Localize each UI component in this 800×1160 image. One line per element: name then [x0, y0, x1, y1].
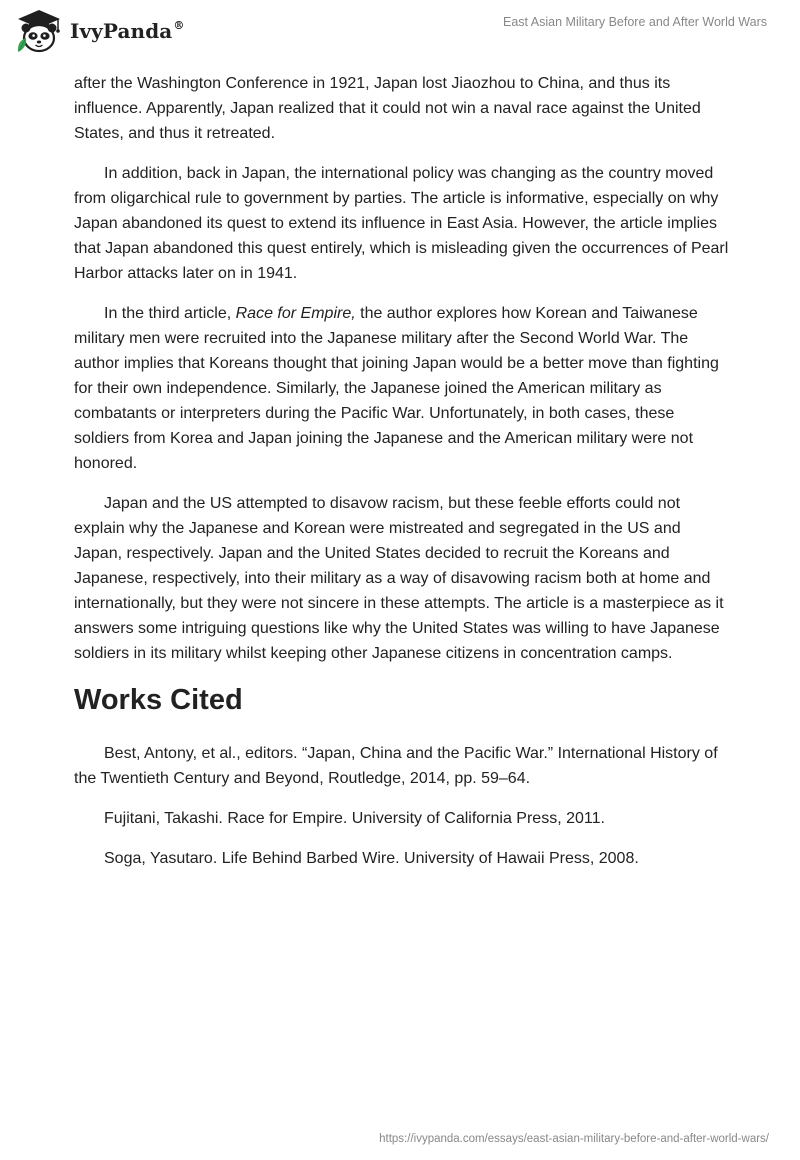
- paragraph-3: In the third article, Race for Empire, the author explores how Korean and Taiwanese military men were recruited into the Japanese military after the Second World War. The author implies that Koreans thought that joining Japan would be a better move than fighting for their own independence. Similarly, the Japanese joined the American military as combatants or interpreters during the Pacific War. Unfortunately, in both cases, these soldiers from Korea and Japan joining the Japanese and the American military were not honored.: [74, 305, 719, 472]
- ivypanda-logo[interactable]: [14, 8, 184, 54]
- document-title: East Asian Military Before and After World Wars: [503, 15, 767, 29]
- book-title-italic: Race for Empire,: [235, 305, 356, 322]
- page-header: [0, 0, 800, 62]
- citation-entry: Fujitani, Takashi. Race for Empire. University of California Press, 2011.: [104, 810, 605, 827]
- essay-content: [74, 71, 730, 886]
- panda-graduate-icon: [14, 8, 64, 54]
- citation-entry: Best, Antony, et al., editors. “Japan, China and the Pacific War.” International History of the Twentieth Century and Beyond, Routledge, 2014, pp. 59–64.: [74, 745, 718, 787]
- works-cited-heading: Works Cited: [74, 684, 243, 716]
- paragraph-continued: after the Washington Conference in 1921, Japan lost Jiaozhou to China, and thus its influence. Apparently, Japan realized that it could not win a naval race against the United States, and thus it retreated.: [74, 75, 701, 142]
- source-url-link[interactable]: https://ivypanda.com/essays/east-asian-military-before-and-after-world-wars/: [379, 1133, 769, 1145]
- citation-entry: Soga, Yasutaro. Life Behind Barbed Wire. University of Hawaii Press, 2008.: [104, 850, 639, 867]
- paragraph-4: Japan and the US attempted to disavow racism, but these feeble efforts could not explain why the Japanese and Korean were mistreated and segregated in the US and Japan, respectively. Japan and the United States decided to recruit the Koreans and Japanese, respectively, into their military as a way of disavowing racism both at home and internationally, but they were not sincere in these attempts. The article is a masterpiece as it answers some intriguing questions like why the United States was willing to have Japanese soldiers in its military whilst keeping other Japanese citizens in concentration camps.: [74, 495, 724, 662]
- paragraph-2: In addition, back in Japan, the international policy was changing as the country moved from oligarchical rule to government by parties. The article is informative, especially on why Japan abandoned its quest to extend its influence in East Asia. However, the article implies that Japan abandoned this quest entirely, which is misleading given the occurrences of Pearl Harbor attacks later on in 1941.: [74, 165, 729, 282]
- brand-name: IvyPanda®: [70, 19, 185, 43]
